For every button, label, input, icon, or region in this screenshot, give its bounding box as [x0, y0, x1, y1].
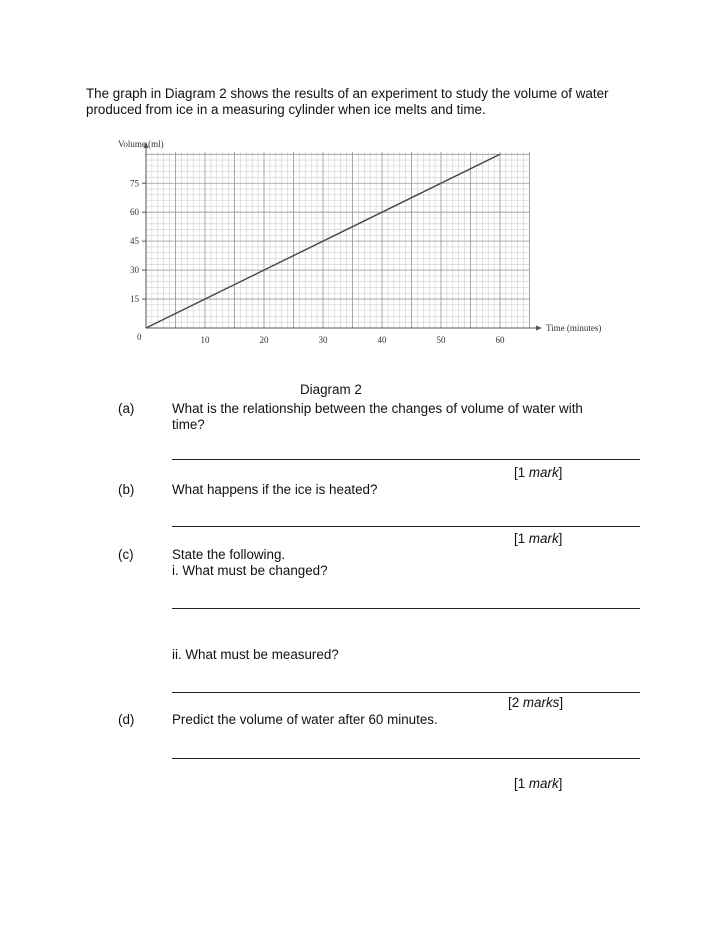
- x-tick-label: 20: [259, 335, 269, 345]
- question-d-mark: [1 mark]: [514, 776, 563, 791]
- question-d-label: (d): [118, 712, 135, 727]
- answer-line-a[interactable]: [172, 459, 640, 460]
- question-c-line-1: State the following.: [172, 547, 286, 562]
- question-c-label: (c): [118, 547, 134, 562]
- chart-grid: [146, 152, 530, 328]
- answer-line-c-i[interactable]: [172, 608, 640, 609]
- y-tick-label: 30: [130, 265, 139, 276]
- y-tick-label: 60: [130, 207, 139, 218]
- question-c-line-2: i. What must be changed?: [172, 563, 328, 578]
- question-a-label: (a): [118, 401, 135, 416]
- answer-line-c-ii[interactable]: [172, 692, 640, 693]
- y-axis-label: Volume (ml): [118, 139, 164, 149]
- answer-line-d[interactable]: [172, 758, 640, 759]
- x-tick-label: 10: [200, 335, 210, 345]
- question-a-line-2: time?: [172, 417, 205, 432]
- chart-ticks: [130, 178, 505, 345]
- x-axis-label: Time (minutes): [546, 323, 602, 333]
- y-tick-label: 15: [130, 294, 139, 305]
- question-b-mark: [1 mark]: [514, 531, 563, 546]
- x-tick-label: 40: [377, 335, 387, 345]
- question-a-line-1: What is the relationship between the changes of volume of water with: [172, 401, 583, 416]
- question-c-sub: ii. What must be measured?: [172, 647, 339, 662]
- x-axis-arrow: [536, 326, 542, 331]
- y-tick-label: 75: [130, 178, 139, 189]
- origin-label: 0: [137, 332, 142, 342]
- x-tick-label: 50: [436, 335, 446, 345]
- intro-paragraph: The graph in Diagram 2 shows the results of an experiment to study the volume of water produced from ice in a measuring cylinder when ice melts and time.: [86, 86, 609, 117]
- answer-line-b[interactable]: [172, 526, 640, 527]
- question-b-label: (b): [118, 482, 135, 497]
- question-b-text: [172, 482, 632, 498]
- x-tick-label: 60: [495, 335, 505, 345]
- question-a-mark: [1 mark]: [514, 465, 563, 480]
- y-tick-label: 45: [130, 236, 139, 247]
- question-b-line-1: What happens if the ice is heated?: [172, 482, 378, 497]
- volume-time-chart: [112, 134, 612, 349]
- question-d-line-1: Predict the volume of water after 60 minutes.: [172, 712, 438, 727]
- question-d-text: [172, 712, 632, 728]
- question-a-text: [172, 401, 632, 433]
- question-c-text: [172, 547, 632, 579]
- diagram-caption: Diagram 2: [300, 382, 362, 397]
- question-c-mark: [2 marks]: [508, 695, 564, 710]
- x-tick-label: 30: [318, 335, 328, 345]
